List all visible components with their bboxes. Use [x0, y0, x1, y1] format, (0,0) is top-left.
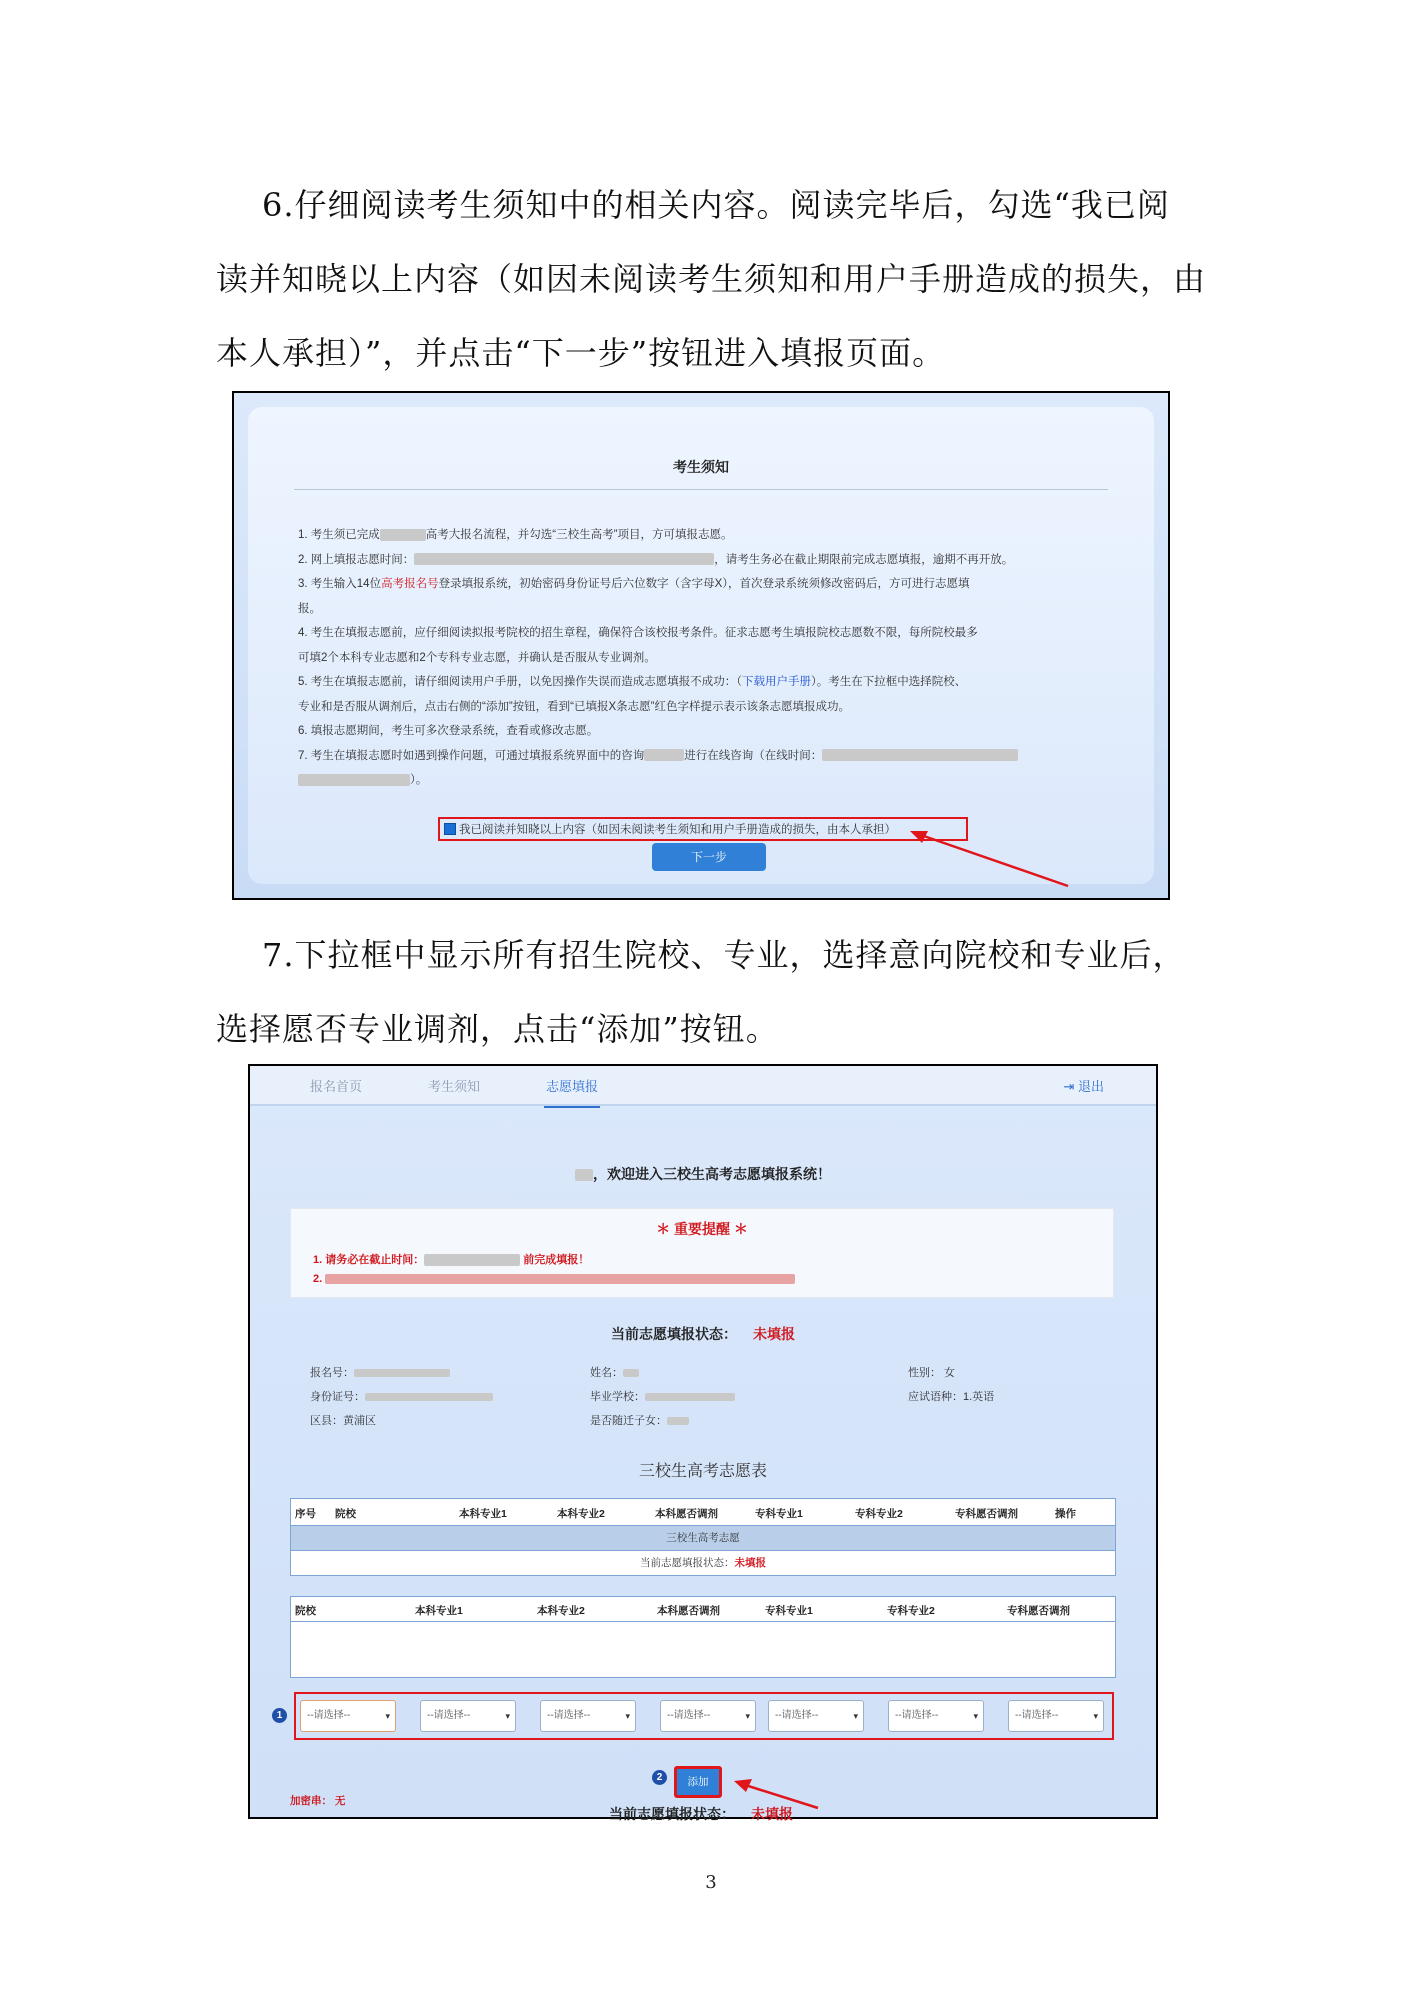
form-screenshot — [248, 1064, 1158, 1819]
arrow-annotation-icon — [250, 1066, 1156, 1817]
notice-rule-3-cont: 报。 — [298, 602, 321, 615]
notice-rule-1: 1. 考生须已完成 高考大报名流程，并勾选“三校生高考”项目，方可填报志愿。 — [298, 529, 733, 541]
welcome-text: ，欢迎进入三校生高考志愿填报系统！ — [250, 1164, 1156, 1184]
step7-line2: 选择愿否专业调剂，点击“添加”按钮。 — [216, 1010, 779, 1048]
next-step-button[interactable]: 下一步 — [652, 843, 766, 871]
info-regno: 报名号： — [310, 1364, 450, 1380]
nav-fill[interactable]: 志愿填报 — [546, 1076, 598, 1095]
info-name: 姓名： — [590, 1364, 639, 1380]
choices-table-subheader: 三校生高考志愿 — [291, 1526, 1115, 1551]
notice-rule-7-cont: ）。 — [298, 768, 1110, 793]
info-gender: 性别： 女 — [908, 1367, 956, 1379]
step6-line3: 本人承担）”，并点击“下一步”按钮进入填报页面。 — [216, 334, 946, 372]
notice-screenshot — [232, 391, 1170, 900]
col-bk-adjust: 本科愿否调剂 — [655, 1508, 718, 1520]
info-lang: 应试语种：1.英语 — [908, 1391, 995, 1403]
notice-rule-4: 4. 考生在填报志愿前，应仔细阅读拟报考院校的招生章程，确保符合该校报考条件。征求志愿考生填报院校志愿数不限，每所院校最多 — [298, 627, 978, 639]
page-number: 3 — [705, 1872, 717, 1893]
col-index: 序号 — [295, 1508, 316, 1520]
col-zk2: 专科专业2 — [855, 1508, 903, 1520]
add-button[interactable]: 添加 — [674, 1766, 722, 1798]
status-bottom: 当前志愿填报状态： 未填报 — [609, 1806, 793, 1822]
info-migrant: 是否随迁子女： — [590, 1412, 689, 1428]
school-select[interactable]: --请选择-- ▾ — [300, 1700, 396, 1732]
bk1-select[interactable]: --请选择-- ▾ — [420, 1700, 516, 1732]
notice-rule-4-cont: 可填2个本科专业志愿和2个专科专业志愿，并确认是否服从专业调剂。 — [298, 651, 656, 664]
notice-rule-5: 5. 考生在填报志愿前，请仔细阅读用户手册，以免因操作失误而造成志愿填报不成功：（下载用户手册）。考生在下拉框中选择院校、 — [298, 676, 967, 688]
encryption-string: 加密串： 无 — [290, 1795, 346, 1807]
notice-rule-5-cont: 专业和是否服从调剂后，点击右侧的“添加”按钮，看到“已填报X条志愿”红色字样提示表示该条志愿填报成功。 — [298, 700, 850, 713]
col-bk1: 本科专业1 — [459, 1508, 507, 1520]
choices-table-status: 当前志愿填报状态：未填报 — [640, 1557, 766, 1569]
notice-rule-2: 2. 网上填报志愿时间： ，请考生务必在截止期限前完成志愿填报，逾期不再开放。 — [298, 553, 1014, 566]
col-school: 院校 — [335, 1508, 356, 1520]
info-school: 毕业学校： — [590, 1388, 735, 1404]
step6-paragraph — [216, 168, 1216, 390]
col-zk-adjust: 专科愿否调剂 — [955, 1508, 1018, 1520]
zk1-select[interactable]: --请选择-- ▾ — [768, 1700, 864, 1732]
reminder-line-1: 1. 请务必在截止时间： 前完成填报！ — [313, 1254, 590, 1266]
reminder-line-2: 2. — [313, 1273, 795, 1285]
notice-title: 考生须知 — [673, 459, 729, 475]
notice-rule-3: 3. 考生输入14位高考报名号登录填报系统，初始密码身份证号后六位数字（含字母X），首次登录系统须修改密码后，方可进行志愿填 — [298, 578, 970, 590]
step7-line1: 7.下拉框中显示所有招生院校、专业，选择意向院校和专业后， — [262, 936, 1186, 974]
zk-adjust-select[interactable]: --请选择-- ▾ — [1008, 1700, 1104, 1732]
col-zk1: 专科专业1 — [755, 1508, 803, 1520]
regno-link[interactable]: 高考报名号 — [381, 578, 439, 590]
step-badge-2: 2 — [652, 1770, 667, 1785]
col-action: 操作 — [1055, 1508, 1076, 1520]
status-top: 当前志愿填报状态： 未填报 — [611, 1326, 795, 1342]
logout-button[interactable]: ⇥ 退出 — [1063, 1079, 1104, 1094]
col-bk2: 本科专业2 — [557, 1508, 605, 1520]
bk-adjust-select[interactable]: --请选择-- ▾ — [660, 1700, 756, 1732]
nav-home[interactable]: 报名首页 — [310, 1079, 363, 1094]
arrow-annotation-icon — [234, 393, 1168, 898]
step7-paragraph — [216, 918, 1216, 1066]
step6-line1: 6.仔细阅读考生须知中的相关内容。阅读完毕后，勾选“我已阅 — [262, 186, 1170, 224]
reminder-title: ＊ 重要提醒 ＊ — [656, 1221, 748, 1237]
selection-table-header: 院校 本科专业1 本科专业2 本科愿否调剂 专科专业1 专科专业2 专科愿否调剂 — [291, 1597, 1115, 1622]
notice-rule-6: 6. 填报志愿期间，考生可多次登录系统，查看或修改志愿。 — [298, 725, 599, 737]
manual-download-link[interactable]: 下载用户手册 — [742, 676, 812, 688]
nav-notice[interactable]: 考生须知 — [428, 1079, 481, 1094]
info-district: 区县：黄浦区 — [310, 1415, 376, 1427]
agree-label: 我已阅读并知晓以上内容（如因未阅读考生须知和用户手册造成的损失，由本人承担） — [459, 824, 896, 836]
bk2-select[interactable]: --请选择-- ▾ — [540, 1700, 636, 1732]
logout-icon: ⇥ — [1063, 1079, 1078, 1094]
step6-line2: 读并知晓以上内容（如因未阅读考生须知和用户手册造成的损失，由 — [216, 260, 1207, 298]
notice-rule-7: 7. 考生在填报志愿时如遇到操作问题，可通过填报系统界面中的咨询 进行在线咨询（在线时间： — [298, 744, 1110, 769]
step-badge-1: 1 — [272, 1708, 287, 1723]
zk2-select[interactable]: --请选择-- ▾ — [888, 1700, 984, 1732]
info-idno: 身份证号： — [310, 1388, 493, 1404]
table-title: 三校生高考志愿表 — [638, 1463, 767, 1480]
